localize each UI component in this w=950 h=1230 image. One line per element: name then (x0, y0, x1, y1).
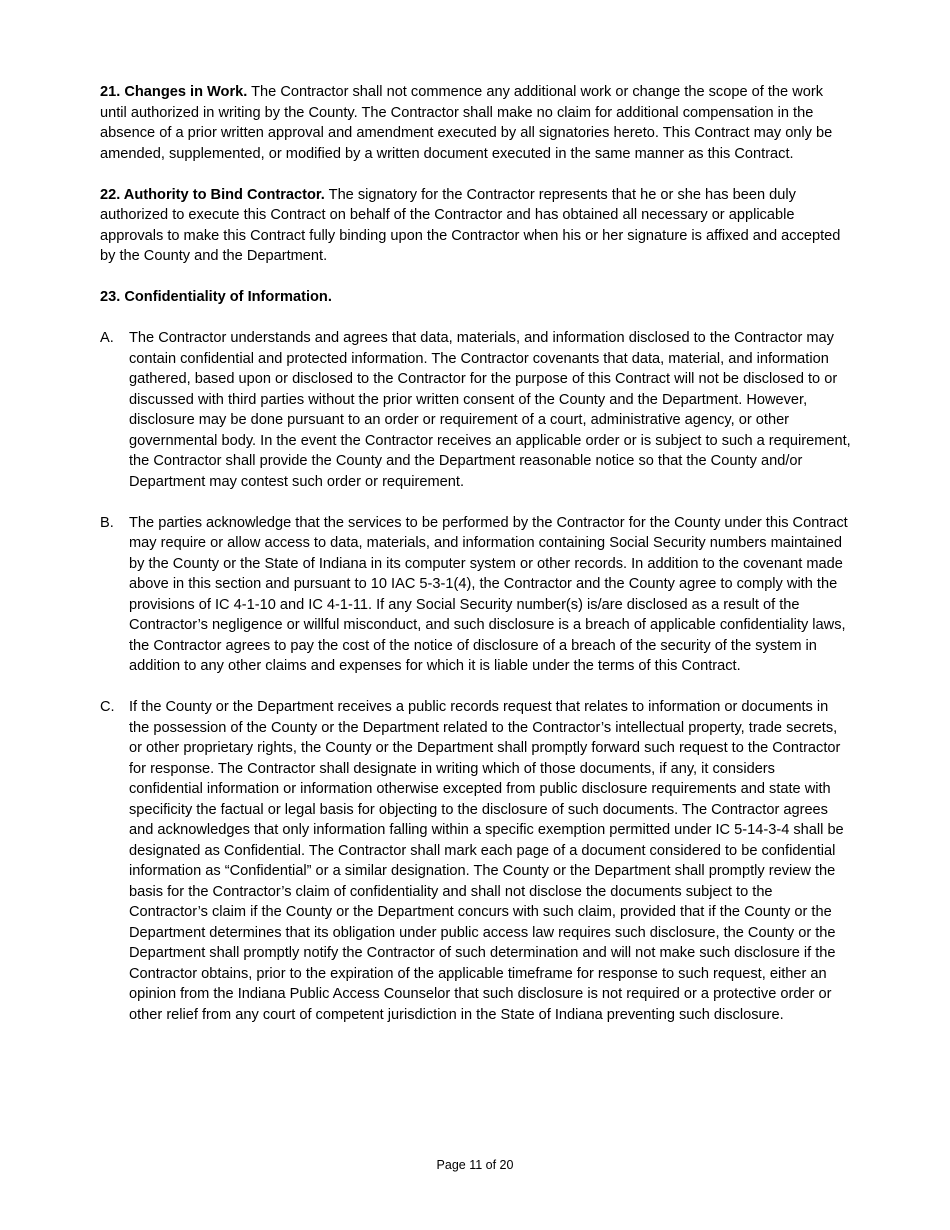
section-heading: 22. Authority to Bind Contractor. (100, 186, 325, 203)
list-item (100, 697, 852, 1025)
list-item-text: The parties acknowledge that the services to be performed by the Contractor for the County under this Contract may require or allow access to data, materials, and information containing Social Security numbers maintained by the County or the State of Indiana in its computer system or other records. In addition to the covenant made above in this section and pursuant to 10 IAC 5-3-1(4), the Contractor and the County agree to comply with the provisions of IC 4-1-10 and IC 4-1-11. If any Social Security number(s) is/are disclosed as a result of the Contractor’s negligence or willful misconduct, and such disclosure is a breach of applicable confidentiality laws, the Contractor agrees to pay the cost of the notice of disclosure of a breach of the security of the system in addition to any other claims and expenses for which it is liable under the terms of this Contract. (129, 514, 848, 674)
list-item-text: If the County or the Department receives a public records request that relates to information or documents in the possession of the County or the Department related to the Contractor’s intellectual property, trade secrets, or other proprietary rights, the County or the Department shall promptly forward such request to the Contractor for response. The Contractor shall designate in writing which of those documents, if any, it considers confidential information or information otherwise excepted from public disclosure requirements and state with specificity the factual or legal basis for objecting to the disclosure of such documents. The Contractor agrees and acknowledges that only information falling within a specific exemption permitted under IC 5-14-3-4 shall be designated as Confidential. The Contractor shall mark each page of a document considered to be confidential information as “Confidential” or a similar designation. The County or the Department shall promptly review the basis for the Contractor’s claim of confidentiality and shall not disclose the documents subject to the Contractor’s claim if the County or the Department concurs with such claim, provided that if the County or the Department determines that its obligation under public access law requires such disclosure, the County or the Department shall promptly notify the Contractor of such determination and will not make such disclosure if the Contractor obtains, prior to the expiration of the applicable timeframe for response to such request, either an opinion from the Indiana Public Access Counselor that such disclosure is not required or a protective order or other relief from any court of competent jurisdiction in the State of Indiana preventing such disclosure. (129, 699, 844, 1023)
list-marker: B. (100, 514, 114, 531)
page-number: Page 11 of 20 (436, 1158, 514, 1172)
list-item-text: The Contractor understands and agrees that data, materials, and information disclosed to the Contractor may contain confidential and protected information. The Contractor covenants that data, material, and information gathered, based upon or disclosed to the Contractor for the purpose of this Contract will not be disclosed to or discussed with third parties without the prior written consent of the County and the Department. However, disclosure may be done pursuant to an order or requirement of a court, administrative agency, or other governmental body. In the event the Contractor receives an applicable order or is subject to such a requirement, the Contractor shall provide the County and the Department reasonable notice so that the County and/or Department may contest such order or requirement. (129, 330, 851, 490)
section-body: The signatory for the Contractor represents that he or she has been duly authorized to execute this Contract on behalf of the Contractor and has obtained all necessary or applicable approvals to make this Contract fully binding upon the Contractor when his or her signature is affixed and accepted by the County and the Department. (100, 186, 841, 264)
section-changes-in-work (100, 82, 852, 164)
list-marker: C. (100, 699, 115, 715)
section-heading: 23. Confidentiality of Information. (100, 289, 332, 305)
list-item (100, 513, 852, 677)
document-page (100, 82, 852, 1046)
section-heading: 21. Changes in Work. (100, 84, 248, 100)
list-item (100, 328, 852, 492)
page-footer (0, 1157, 950, 1173)
section-confidentiality (100, 287, 852, 308)
list-marker: A. (100, 330, 114, 346)
section-body: The Contractor shall not commence any additional work or change the scope of the work until authorized in writing by the County. The Contractor shall make no claim for additional compensation in the absence of a prior written approval and amendment executed by all signatories hereto. This Contract may only be amended, supplemented, or modified by a written document executed in the same manner as this Contract. (100, 84, 833, 162)
section-authority-to-bind (100, 185, 852, 267)
